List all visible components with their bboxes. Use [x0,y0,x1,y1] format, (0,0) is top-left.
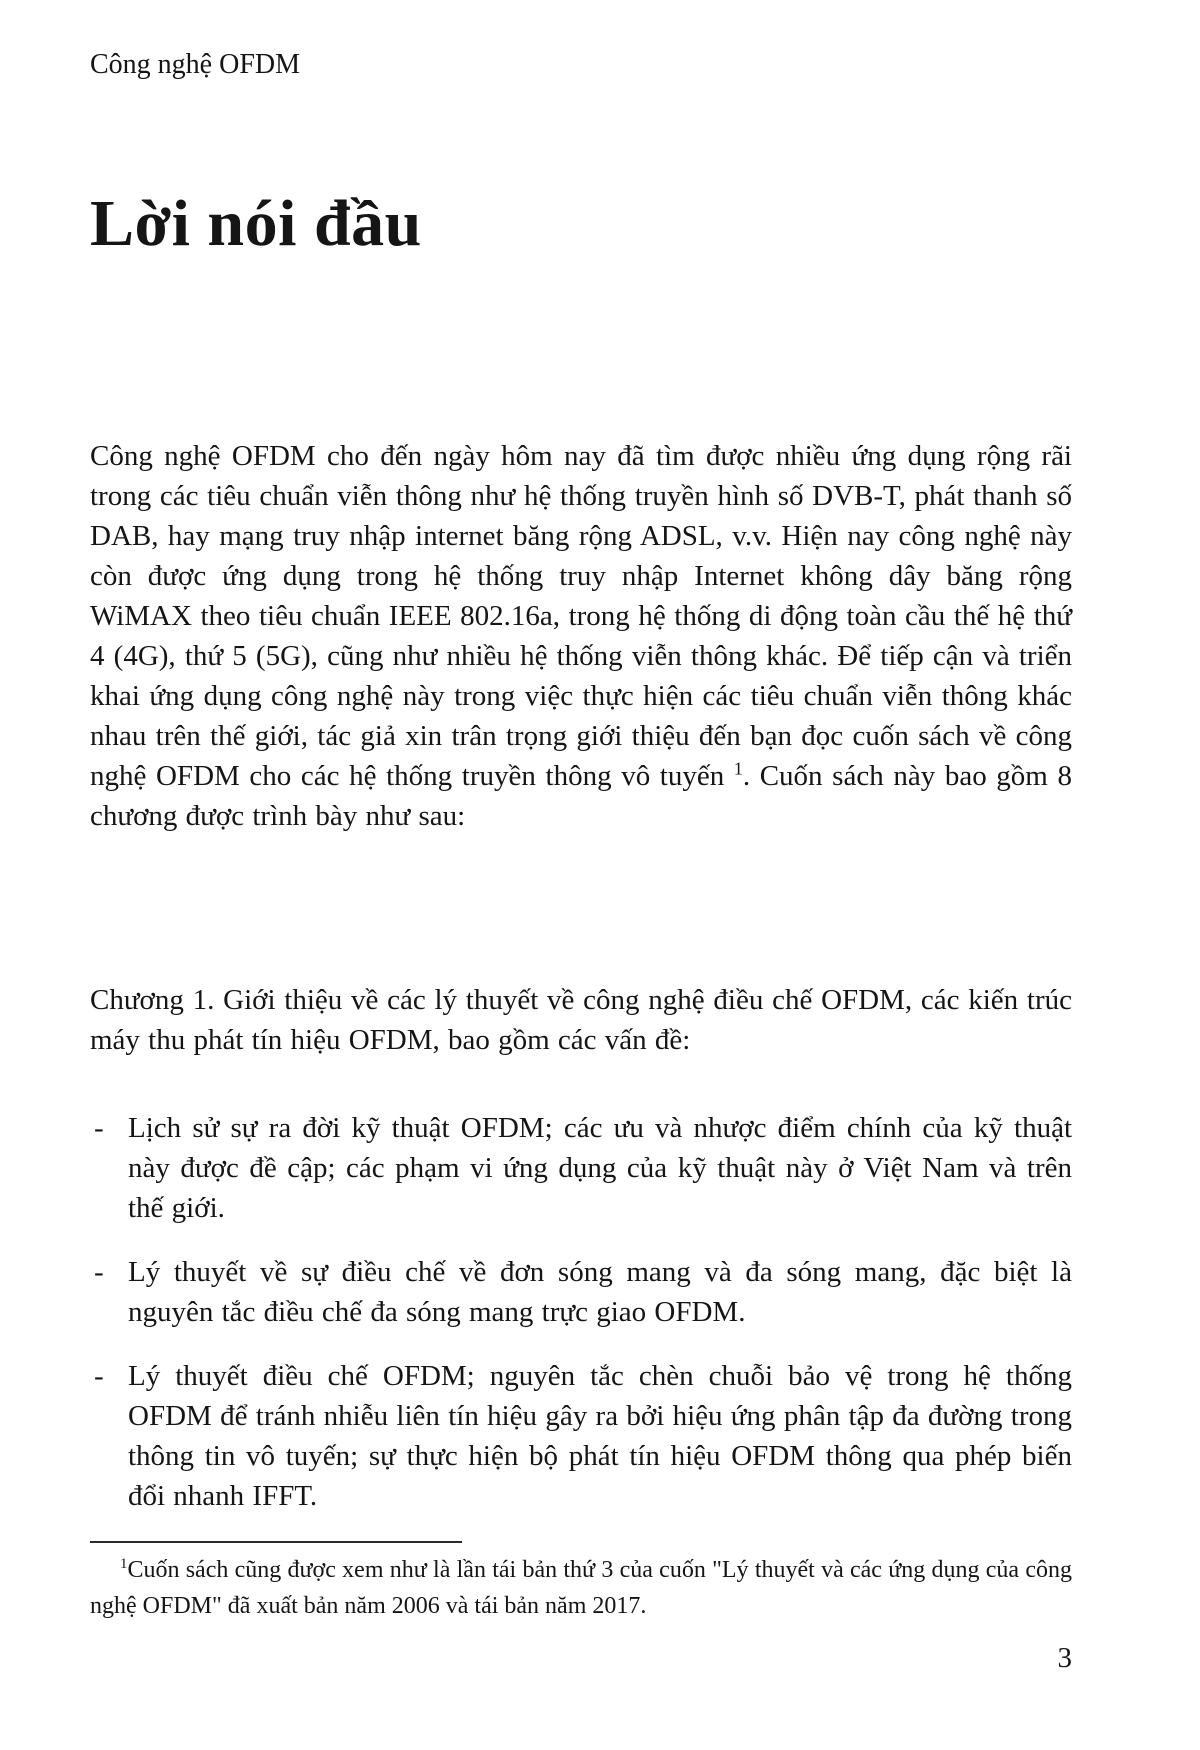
dash-bullet-icon: - [94,1256,104,1288]
list-item-text: Lý thuyết điều chế OFDM; nguyên tắc chèn chuỗi bảo vệ trong hệ thống OFDM để tránh nhiễu liên tín hiệu gây ra bởi hiệu ứng phân tập đa đường trong thông tin vô tuyến; sự thực hiện bộ phát tín hiệu OFDM thông qua phép biến đổi nhanh IFFT. [128,1360,1072,1512]
list-item [90,1356,1072,1516]
footnote-reference-mark: 1 [733,758,743,779]
footnote-marker: 1 [120,1556,128,1572]
intro-text-before-footnote-ref: Công nghệ OFDM cho đến ngày hôm nay đã tìm được nhiều ứng dụng rộng rãi trong các tiêu chuẩn viễn thông như hệ thống truyền hình số DVB-T, phát thanh số DAB, hay mạng truy nhập internet băng rộng ADSL, v.v. Hiện nay công nghệ này còn được ứng dụng trong hệ thống truy nhập Internet không dây băng rộng WiMAX theo tiêu chuẩn IEEE 802.16a, trong hệ thống di động toàn cầu thế hệ thứ 4 (4G), thứ 5 (5G), cũng như nhiều hệ thống viễn thông khác. Để tiếp cận và triển khai ứng dụng công nghệ này trong việc thực hiện các tiêu chuẩn viễn thông khác nhau trên thế giới, tác giả xin trân trọng giới thiệu đến bạn đọc cuốn sách về công nghệ OFDM cho các hệ thống truyền thông vô tuyến [90,440,1072,792]
footnote [90,1552,1072,1624]
list-item [90,1252,1072,1332]
list-item-text: Lịch sử sự ra đời kỹ thuật OFDM; các ưu và nhược điểm chính của kỹ thuật này được đề cập; các phạm vi ứng dụng của kỹ thuật này ở Việt Nam và trên thế giới. [128,1112,1072,1224]
footnote-separator-rule [90,1541,462,1543]
list-item [90,1108,1072,1228]
running-header: Công nghệ OFDM [90,49,301,80]
intro-paragraph [90,436,1072,836]
chapter1-overview-paragraph: Chương 1. Giới thiệu về các lý thuyết về công nghệ điều chế OFDM, các kiến trúc máy thu phát tín hiệu OFDM, bao gồm các vấn đề: [90,984,1072,1056]
intro-text-after-footnote-ref: . Cuốn sách này bao gồm 8 chương được trình bày như sau: [90,760,1072,832]
chapter-title: Lời nói đầu [90,187,422,260]
dash-bullet-icon: - [94,1360,104,1392]
list-item-text: Lý thuyết về sự điều chế về đơn sóng mang và đa sóng mang, đặc biệt là nguyên tắc điều chế đa sóng mang trực giao OFDM. [128,1256,1072,1328]
page-number: 3 [1057,1642,1072,1674]
dash-bullet-icon: - [94,1112,104,1144]
chapter1-topic-list [90,1108,1072,1540]
footnote-text: Cuốn sách cũng được xem như là lần tái bản thứ 3 của cuốn "Lý thuyết và các ứng dụng của công nghệ OFDM" đã xuất bản năm 2006 và tái bản năm 2017. [90,1557,1072,1619]
